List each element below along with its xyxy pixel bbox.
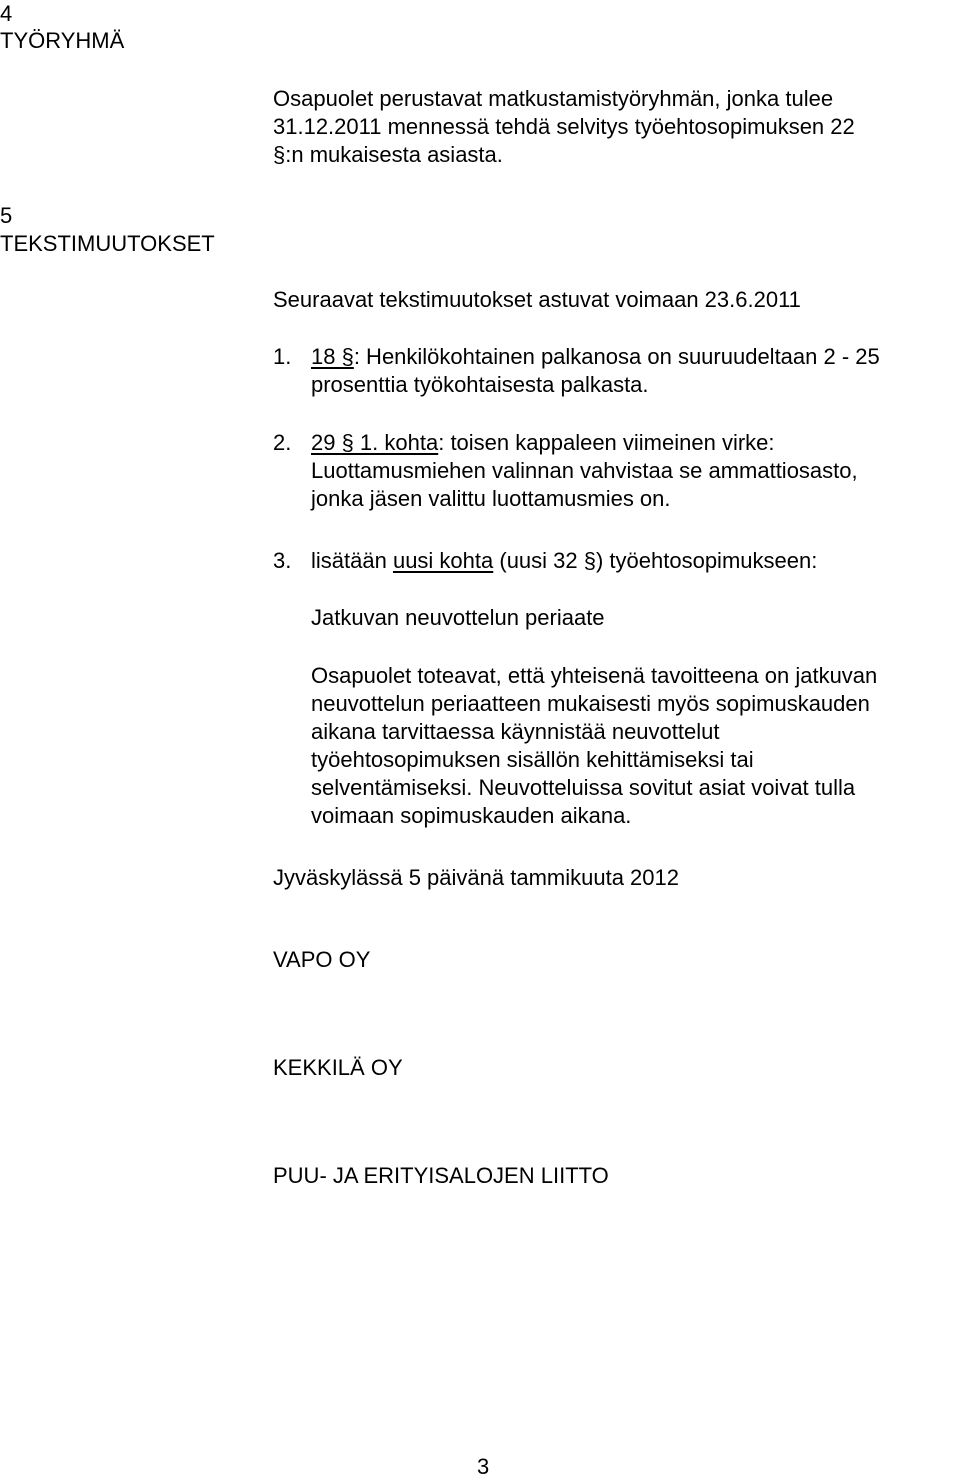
item-3-post: (uusi 32 §) työehtosopimukseen: <box>493 548 818 573</box>
item-3-subheading: Jatkuvan neuvottelun periaate <box>311 605 605 630</box>
text-line: aikana tarvittaessa käynnistää neuvottelut <box>311 719 720 744</box>
signatory-vapo: VAPO OY <box>273 947 371 972</box>
text-line: selventämiseksi. Neuvotteluissa sovitut asiat voivat tulla <box>311 775 856 800</box>
text-line: voimaan sopimuskauden aikana. <box>311 803 632 828</box>
text-line: Osapuolet toteavat, että yhteisenä tavoitteena on jatkuvan <box>311 663 878 688</box>
text-line: §:n mukaisesta asiasta. <box>273 142 503 167</box>
item-3-number: 3. <box>273 548 292 573</box>
tekstimuutokset-intro: Seuraavat tekstimuutokset astuvat voimaan 23.6.2011 <box>273 287 801 312</box>
item-1-line: prosenttia työkohtaisesta palkasta. <box>311 372 649 397</box>
item-3-pre: lisätään <box>311 548 393 573</box>
item-1-text <box>311 343 880 399</box>
section-4-number: 4 <box>0 1 13 26</box>
item-1-rest: : Henkilökohtainen palkanosa on suuruudeltaan 2 - 25 <box>353 344 880 369</box>
item-2-line: jonka jäsen valittu luottamusmies on. <box>311 486 671 511</box>
section-5-title: TEKSTIMUUTOKSET <box>0 231 215 256</box>
item-2-line: Luottamusmiehen valinnan vahvistaa se ammattiosasto, <box>311 458 858 483</box>
item-2-line <box>311 429 858 457</box>
item-2-rest: : toisen kappaleen viimeinen virke: <box>438 430 775 455</box>
item-3-line <box>311 547 817 575</box>
item-1-reference: 18 § <box>311 344 354 369</box>
text-line: neuvottelun periaatteen mukaisesti myös sopimuskauden <box>311 691 870 716</box>
item-3-reference: uusi kohta <box>392 548 494 573</box>
section-5-number: 5 <box>0 203 13 228</box>
item-1-number: 1. <box>273 344 292 369</box>
text-line: Osapuolet perustavat matkustamistyöryhmän, jonka tulee <box>273 86 834 111</box>
signatory-puu-ja-erityisalojen-liitto: PUU- JA ERITYISALOJEN LIITTO <box>273 1163 609 1188</box>
page-number: 3 <box>477 1454 490 1479</box>
section-4-title: TYÖRYHMÄ <box>0 28 125 53</box>
item-3-paragraph <box>311 662 877 830</box>
text-line: 31.12.2011 mennessä tehdä selvitys työehtosopimuksen 22 <box>273 114 855 139</box>
item-1-line <box>311 343 880 371</box>
text-line: työehtosopimuksen sisällön kehittämiseksi tai <box>311 747 754 772</box>
item-2-text <box>311 429 858 513</box>
item-2-number: 2. <box>273 430 292 455</box>
signatory-kekkila: KEKKILÄ OY <box>273 1055 403 1080</box>
place-and-date: Jyväskylässä 5 päivänä tammikuuta 2012 <box>273 865 679 890</box>
tyoryhma-paragraph <box>273 85 855 169</box>
item-2-reference: 29 § 1. kohta <box>311 430 439 455</box>
